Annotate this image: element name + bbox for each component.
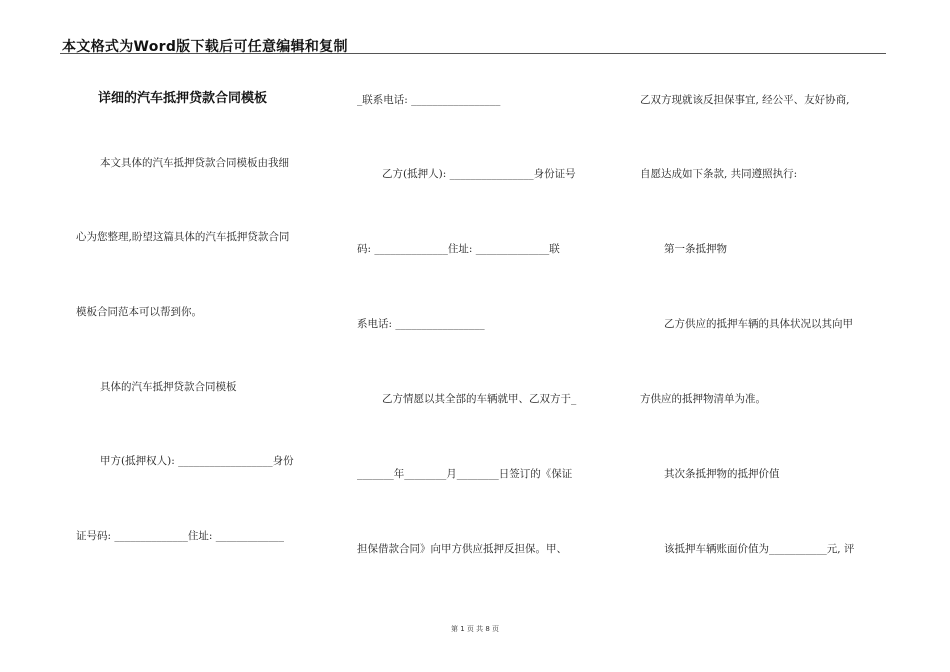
paragraph-line: 乙方情愿以其全部的车辆就甲、乙双方于_ [382,393,577,405]
paragraph-line: 方供应的抵押物清单为准。 [640,393,766,405]
paragraph-line: 心为您整理,盼望这篇具体的汽车抵押贷款合同 [76,231,290,243]
document-title: 详细的汽车抵押贷款合同模板 [98,91,268,106]
paragraph-line: 自愿达成如下条款, 共同遵照执行: [640,168,798,180]
paragraph-line: 乙方供应的抵押车辆的具体状况以其向甲 [664,318,853,330]
paragraph-line: 第一条抵押物 [664,243,727,255]
paragraph-line: 乙方(抵押人): ________________身份证号 [382,168,576,180]
header-divider [60,53,886,54]
paragraph-line: 具体的汽车抵押贷款合同模板 [100,381,237,393]
paragraph-line: 乙双方现就该反担保事宜, 经公平、友好协商, [640,94,850,106]
paragraph-line: 甲方(抵押权人): __________________身份 [100,455,294,467]
paragraph-line: 其次条抵押物的抵押价值 [664,468,780,480]
paragraph-line: _联系电话: _________________ [357,94,501,106]
paragraph-line: 本文具体的汽车抵押贷款合同模板由我细 [100,157,289,169]
document-header: 本文格式为Word版下载后可任意编辑和复制 [62,39,348,55]
paragraph-line: 模板合同范本可以帮到你。 [76,306,202,318]
paragraph-line: _______年________月________日签订的《保证 [357,468,573,480]
page-number: 第 1 页 共 8 页 [450,625,500,633]
paragraph-line: 码: ______________住址: ______________联 [357,243,560,255]
paragraph-line: 证号码: ______________住址: _____________ [76,530,285,542]
paragraph-line: 该抵押车辆账面价值为___________元, 评 [664,543,855,555]
paragraph-line: 系电话: _________________ [357,318,485,330]
paragraph-line: 担保借款合同》向甲方供应抵押反担保。甲、 [357,543,567,555]
